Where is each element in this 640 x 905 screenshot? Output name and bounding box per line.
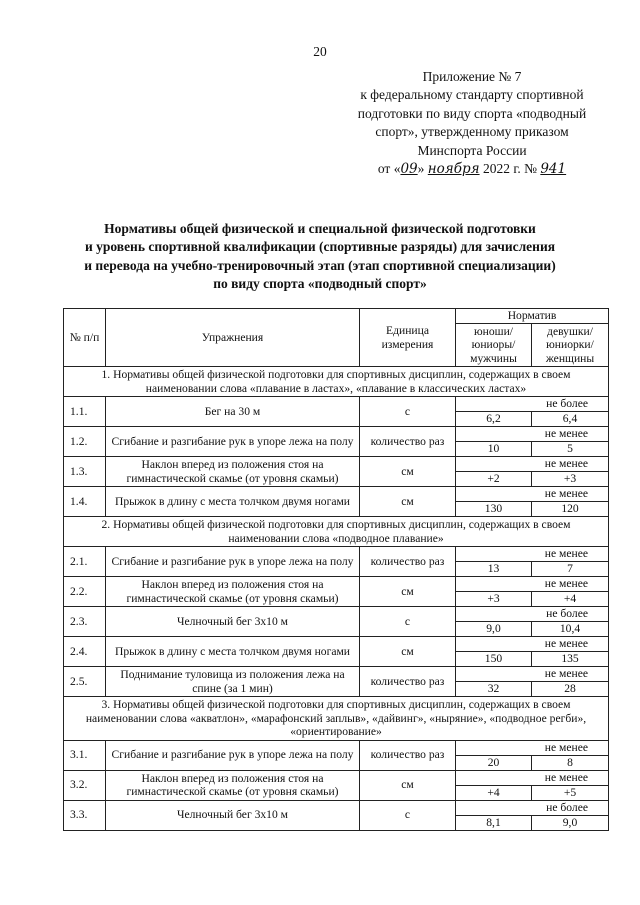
exercise-name: Челночный бег 3х10 м [106, 800, 360, 830]
exercise-name: Поднимание туловища из положения лежа на спине (за 1 мин) [106, 667, 360, 697]
title-line-3: и перевода на учебно-тренировочный этап (этап спортивной специализации) [84, 257, 556, 273]
exercise-name: Сгибание и разгибание рук в упоре лежа на полу [106, 427, 360, 457]
order-month: ноября [427, 161, 480, 178]
order-number: 941 [540, 161, 567, 178]
header-norm: Норматив [456, 309, 609, 324]
value-girls: 8 [532, 755, 609, 770]
exercise-name: Челночный бег 3х10 м [106, 607, 360, 637]
order-day: 09 [400, 161, 418, 178]
header-boys: юноши/ юниоры/ мужчины [456, 324, 532, 367]
unit: см [360, 577, 456, 607]
header-girls: девушки/ юниорки/ женщины [532, 324, 609, 367]
norm-limit: не менее [456, 577, 609, 592]
value-boys: 20 [456, 755, 532, 770]
appendix-line-1: Приложение № 7 [422, 69, 522, 84]
row-number: 3.3. [64, 800, 106, 830]
appendix-line-4: спорт», утвержденному приказом [375, 124, 569, 140]
row-number: 2.2. [64, 577, 106, 607]
value-boys: 13 [456, 562, 532, 577]
section-row [64, 697, 609, 741]
document-title [58, 220, 582, 294]
value-boys: 9,0 [456, 622, 532, 637]
row-number: 1.4. [64, 487, 106, 517]
appendix-line-2: к федеральному стандарту спортивной [360, 87, 584, 103]
row-number: 2.1. [64, 547, 106, 577]
date-mid: » [417, 161, 428, 177]
value-boys: +3 [456, 592, 532, 607]
unit: количество раз [360, 667, 456, 697]
value-boys: +2 [456, 472, 532, 487]
norm-limit: не менее [456, 487, 609, 502]
header-num: № п/п [64, 309, 106, 367]
norm-limit: не менее [456, 547, 609, 562]
date-suffix: 2022 г. № [479, 161, 541, 177]
unit: см [360, 487, 456, 517]
header-row-1 [64, 309, 609, 324]
section-row [64, 367, 609, 397]
unit: количество раз [360, 547, 456, 577]
row-number: 1.3. [64, 457, 106, 487]
value-girls: +3 [532, 472, 609, 487]
table-row [64, 607, 609, 622]
table-row [64, 770, 609, 785]
row-number: 1.1. [64, 397, 106, 427]
exercise-name: Бег на 30 м [106, 397, 360, 427]
row-number: 1.2. [64, 427, 106, 457]
exercise-name: Прыжок в длину с места толчком двумя ногами [106, 487, 360, 517]
value-boys: 150 [456, 652, 532, 667]
exercise-name: Наклон вперед из положения стоя на гимнастической скамье (от уровня скамьи) [106, 577, 360, 607]
value-girls: 5 [532, 442, 609, 457]
unit: с [360, 397, 456, 427]
order-date-line [337, 160, 607, 178]
page-number: 20 [313, 44, 327, 59]
appendix-line-3: подготовки по виду спорта «подводный [357, 105, 587, 121]
value-girls: +5 [532, 785, 609, 800]
table-row [64, 457, 609, 472]
section-title: 3. Нормативы общей физической подготовки для спортивных дисциплин, содержащих в своем наименовании слова «акватлон», «марафонский заплыв», «дайвинг», «ныряние», «подводное регби», «ориентирование» [64, 697, 609, 741]
norm-limit: не менее [456, 770, 609, 785]
table-row [64, 740, 609, 755]
norms-table [63, 308, 609, 831]
section-row [64, 517, 609, 547]
norm-limit: не менее [456, 637, 609, 652]
exercise-name: Прыжок в длину с места толчком двумя ногами [106, 637, 360, 667]
section-title: 2. Нормативы общей физической подготовки для спортивных дисциплин, содержащих в своем наименовании слова «подводное плавание» [64, 517, 609, 547]
norm-limit: не менее [456, 667, 609, 682]
table-row [64, 667, 609, 682]
norm-limit: не более [456, 397, 609, 412]
table-row [64, 487, 609, 502]
section-title: 1. Нормативы общей физической подготовки для спортивных дисциплин, содержащих в своем наименовании слова «плавание в ластах», «плавание в классических ластах» [64, 367, 609, 397]
table-row [64, 427, 609, 442]
header-unit: Единица измерения [360, 309, 456, 367]
value-boys: 6,2 [456, 412, 532, 427]
unit: с [360, 800, 456, 830]
value-boys: 10 [456, 442, 532, 457]
value-girls: 7 [532, 562, 609, 577]
unit: с [360, 607, 456, 637]
norm-limit: не менее [456, 740, 609, 755]
table-row [64, 800, 609, 815]
appendix-header [337, 68, 607, 178]
norm-limit: не менее [456, 457, 609, 472]
norm-limit: не более [456, 607, 609, 622]
table-row [64, 547, 609, 562]
norms-table-body [64, 309, 609, 831]
row-number: 3.2. [64, 770, 106, 800]
value-girls: 6,4 [532, 412, 609, 427]
value-boys: 8,1 [456, 815, 532, 830]
title-line-2: и уровень спортивной квалификации (спортивные разряды) для зачисления [84, 239, 556, 255]
table-row [64, 577, 609, 592]
value-girls: 28 [532, 682, 609, 697]
title-line-4: по виду спорта «подводный спорт» [213, 276, 427, 292]
header-exercise: Упражнения [106, 309, 360, 367]
norm-limit: не более [456, 800, 609, 815]
value-girls: 120 [532, 502, 609, 517]
date-prefix: от « [377, 161, 401, 177]
value-girls: 9,0 [532, 815, 609, 830]
exercise-name: Сгибание и разгибание рук в упоре лежа на полу [106, 740, 360, 770]
value-boys: +4 [456, 785, 532, 800]
value-girls: +4 [532, 592, 609, 607]
unit: см [360, 457, 456, 487]
unit: количество раз [360, 427, 456, 457]
table-row [64, 397, 609, 412]
value-girls: 135 [532, 652, 609, 667]
row-number: 2.5. [64, 667, 106, 697]
exercise-name: Наклон вперед из положения стоя на гимнастической скамье (от уровня скамьи) [106, 770, 360, 800]
exercise-name: Сгибание и разгибание рук в упоре лежа на полу [106, 547, 360, 577]
value-boys: 130 [456, 502, 532, 517]
table-row [64, 637, 609, 652]
unit: см [360, 770, 456, 800]
row-number: 2.3. [64, 607, 106, 637]
row-number: 2.4. [64, 637, 106, 667]
unit: см [360, 637, 456, 667]
unit: количество раз [360, 740, 456, 770]
value-boys: 32 [456, 682, 532, 697]
norm-limit: не менее [456, 427, 609, 442]
value-girls: 10,4 [532, 622, 609, 637]
title-line-1: Нормативы общей физической и специальной физической подготовки [104, 221, 536, 236]
row-number: 3.1. [64, 740, 106, 770]
exercise-name: Наклон вперед из положения стоя на гимнастической скамье (от уровня скамьи) [106, 457, 360, 487]
appendix-line-5: Минспорта России [417, 142, 527, 158]
